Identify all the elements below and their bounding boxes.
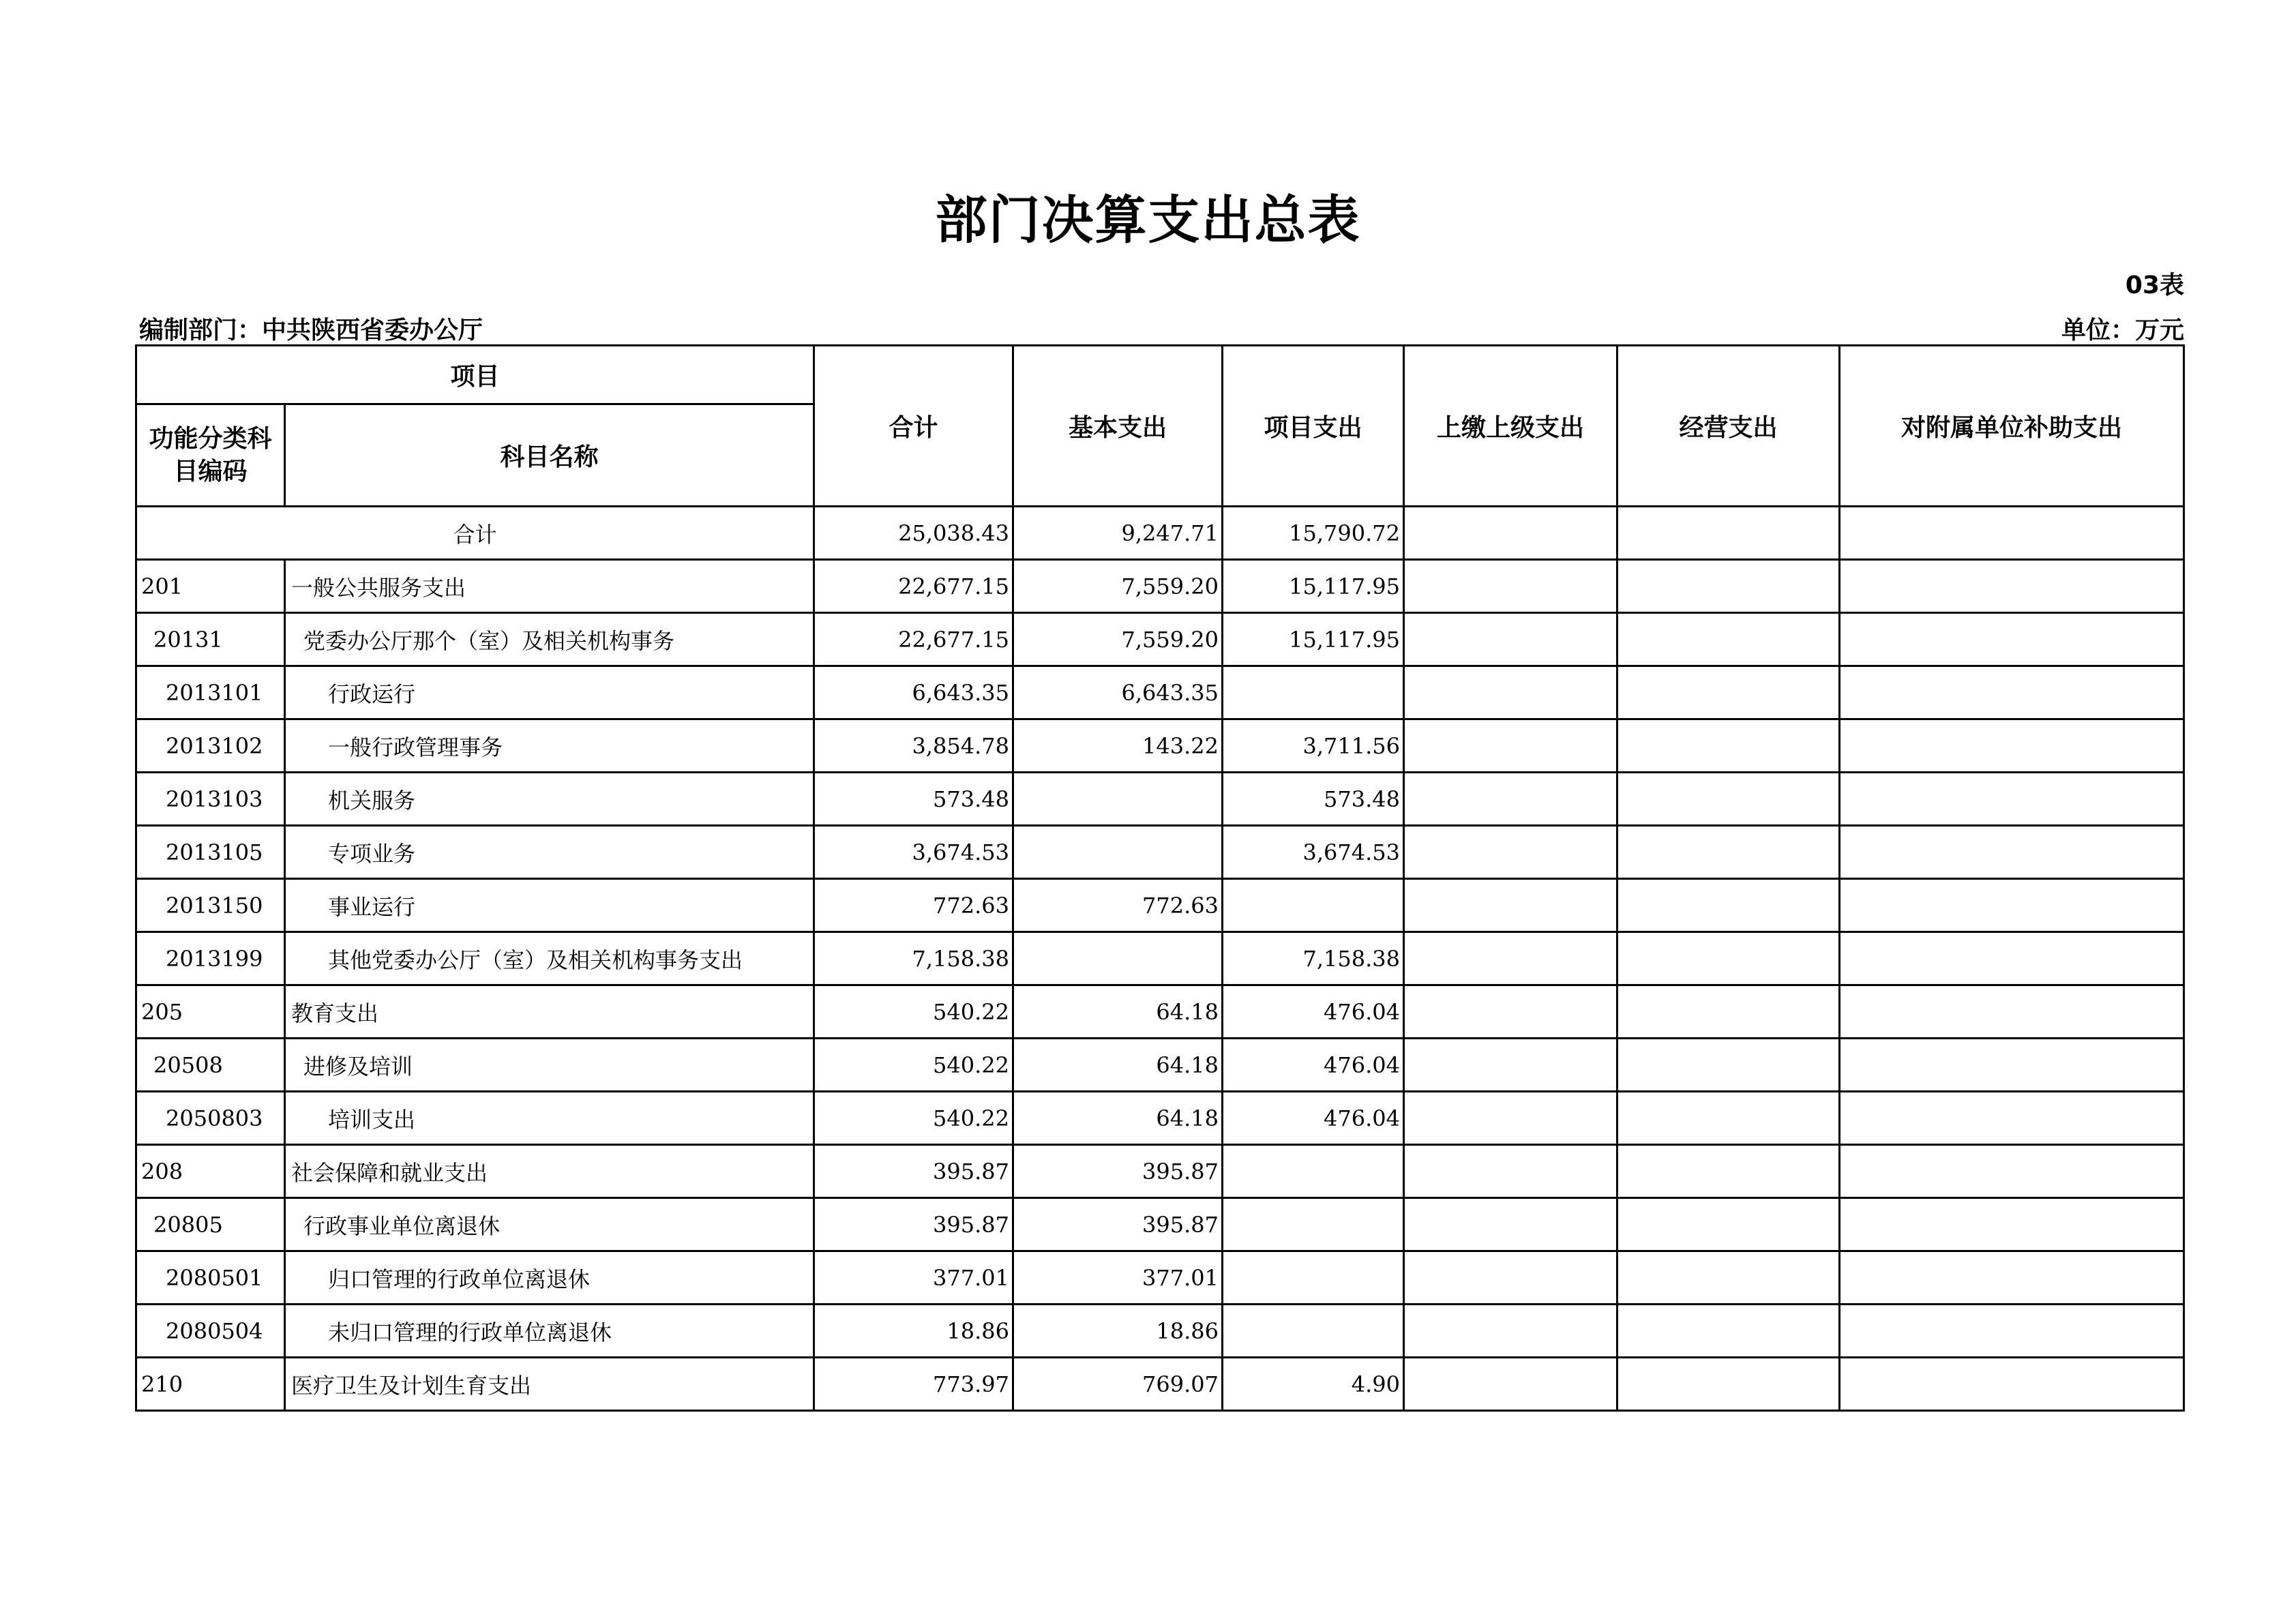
row-total: 772.63 — [814, 879, 1013, 932]
row-basic: 7,559.20 — [1013, 560, 1223, 613]
row-project: 476.04 — [1223, 1092, 1404, 1145]
row-total: 3,854.78 — [814, 719, 1013, 773]
row-name: 行政事业单位离退休 — [285, 1198, 814, 1251]
row-code: 205 — [136, 985, 285, 1039]
row-total: 6,643.35 — [814, 666, 1013, 719]
row-project: 15,117.95 — [1223, 560, 1404, 613]
row-code: 2013105 — [136, 826, 285, 879]
row-upper — [1404, 1305, 1617, 1358]
row-operating — [1617, 1198, 1840, 1251]
row-project: 3,674.53 — [1223, 826, 1404, 879]
row-name: 进修及培训 — [285, 1039, 814, 1092]
row-operating — [1617, 985, 1840, 1039]
row-subsidy — [1840, 932, 2184, 985]
row-operating — [1617, 826, 1840, 879]
row-total: 540.22 — [814, 985, 1013, 1039]
row-total: 22,677.15 — [814, 560, 1013, 613]
table-row — [136, 932, 2184, 985]
row-total: 377.01 — [814, 1251, 1013, 1305]
row-basic: 64.18 — [1013, 1039, 1223, 1092]
row-name: 社会保障和就业支出 — [285, 1145, 814, 1198]
row-subsidy — [1840, 1251, 2184, 1305]
row-total: 18.86 — [814, 1305, 1013, 1358]
row-name: 一般公共服务支出 — [285, 560, 814, 613]
table-row — [136, 879, 2184, 932]
row-subsidy — [1840, 1198, 2184, 1251]
row-project: 4.90 — [1223, 1358, 1404, 1411]
row-upper — [1404, 1145, 1617, 1198]
row-name: 机关服务 — [285, 773, 814, 826]
row-name: 其他党委办公厅（室）及相关机构事务支出 — [285, 932, 814, 985]
total-operating — [1617, 507, 1840, 560]
row-basic — [1013, 773, 1223, 826]
row-project — [1223, 1305, 1404, 1358]
row-basic — [1013, 826, 1223, 879]
row-name: 事业运行 — [285, 879, 814, 932]
row-upper — [1404, 666, 1617, 719]
table-row — [136, 1358, 2184, 1411]
table-row — [136, 613, 2184, 666]
row-basic: 772.63 — [1013, 879, 1223, 932]
row-code: 20508 — [136, 1039, 285, 1092]
table-row — [136, 1092, 2184, 1145]
total-row — [136, 507, 2184, 560]
expenditure-table — [135, 344, 2185, 1412]
row-total: 540.22 — [814, 1092, 1013, 1145]
row-upper — [1404, 1198, 1617, 1251]
page-title: 部门决算支出总表 — [935, 190, 1361, 250]
row-operating — [1617, 560, 1840, 613]
row-name: 培训支出 — [285, 1092, 814, 1145]
row-total: 7,158.38 — [814, 932, 1013, 985]
total-upper — [1404, 507, 1617, 560]
row-basic: 395.87 — [1013, 1145, 1223, 1198]
row-code: 20805 — [136, 1198, 285, 1251]
row-upper — [1404, 719, 1617, 773]
row-total: 3,674.53 — [814, 826, 1013, 879]
row-subsidy — [1840, 1092, 2184, 1145]
row-operating — [1617, 1092, 1840, 1145]
row-operating — [1617, 932, 1840, 985]
row-code: 2013103 — [136, 773, 285, 826]
row-operating — [1617, 1145, 1840, 1198]
row-code: 2013199 — [136, 932, 285, 985]
row-subsidy — [1840, 719, 2184, 773]
row-subsidy — [1840, 1305, 2184, 1358]
row-basic: 18.86 — [1013, 1305, 1223, 1358]
total-subsidy — [1840, 507, 2184, 560]
form-number: 03表 — [2125, 271, 2184, 299]
row-name: 一般行政管理事务 — [285, 719, 814, 773]
row-name: 医疗卫生及计划生育支出 — [285, 1358, 814, 1411]
row-basic — [1013, 932, 1223, 985]
table-row — [136, 666, 2184, 719]
row-subsidy — [1840, 1358, 2184, 1411]
row-project — [1223, 879, 1404, 932]
row-subsidy — [1840, 560, 2184, 613]
row-basic: 395.87 — [1013, 1198, 1223, 1251]
table-header — [136, 346, 2184, 507]
row-operating — [1617, 1039, 1840, 1092]
row-project — [1223, 1145, 1404, 1198]
row-upper — [1404, 1358, 1617, 1411]
row-name: 归口管理的行政单位离退休 — [285, 1251, 814, 1305]
row-upper — [1404, 560, 1617, 613]
header-upper-remittance: 上缴上级支出 — [1404, 346, 1617, 507]
row-upper — [1404, 613, 1617, 666]
row-basic: 377.01 — [1013, 1251, 1223, 1305]
row-basic: 6,643.35 — [1013, 666, 1223, 719]
row-basic: 769.07 — [1013, 1358, 1223, 1411]
row-total: 395.87 — [814, 1145, 1013, 1198]
table-row — [136, 719, 2184, 773]
row-name: 未归口管理的行政单位离退休 — [285, 1305, 814, 1358]
row-operating — [1617, 1358, 1840, 1411]
header-operating: 经营支出 — [1617, 346, 1840, 507]
row-project: 15,117.95 — [1223, 613, 1404, 666]
row-name: 行政运行 — [285, 666, 814, 719]
row-code: 2013102 — [136, 719, 285, 773]
row-code: 2080501 — [136, 1251, 285, 1305]
table-row — [136, 1251, 2184, 1305]
row-upper — [1404, 1092, 1617, 1145]
row-subsidy — [1840, 613, 2184, 666]
header-name: 科目名称 — [285, 404, 814, 507]
row-project — [1223, 1251, 1404, 1305]
row-name: 教育支出 — [285, 985, 814, 1039]
row-subsidy — [1840, 666, 2184, 719]
row-code: 201 — [136, 560, 285, 613]
row-total: 773.97 — [814, 1358, 1013, 1411]
row-total: 22,677.15 — [814, 613, 1013, 666]
row-upper — [1404, 879, 1617, 932]
row-code: 2013150 — [136, 879, 285, 932]
row-name: 专项业务 — [285, 826, 814, 879]
row-operating — [1617, 879, 1840, 932]
header-project-expenditure: 项目支出 — [1223, 346, 1404, 507]
row-project: 3,711.56 — [1223, 719, 1404, 773]
row-operating — [1617, 613, 1840, 666]
row-total: 573.48 — [814, 773, 1013, 826]
row-project: 476.04 — [1223, 985, 1404, 1039]
row-code: 20131 — [136, 613, 285, 666]
row-upper — [1404, 773, 1617, 826]
header-total: 合计 — [814, 346, 1013, 507]
header-code-text: 功能分类科目编码 — [149, 424, 272, 486]
unit-label: 单位：万元 — [2061, 316, 2184, 344]
table-row — [136, 1198, 2184, 1251]
row-subsidy — [1840, 773, 2184, 826]
row-operating — [1617, 1251, 1840, 1305]
row-operating — [1617, 1305, 1840, 1358]
table-body — [136, 507, 2184, 1411]
row-code: 2013101 — [136, 666, 285, 719]
row-basic: 7,559.20 — [1013, 613, 1223, 666]
row-name: 党委办公厅那个（室）及相关机构事务 — [285, 613, 814, 666]
row-project: 7,158.38 — [1223, 932, 1404, 985]
row-upper — [1404, 1039, 1617, 1092]
row-total: 540.22 — [814, 1039, 1013, 1092]
row-basic: 64.18 — [1013, 1092, 1223, 1145]
row-subsidy — [1840, 826, 2184, 879]
row-upper — [1404, 985, 1617, 1039]
table-row — [136, 1305, 2184, 1358]
total-total: 25,038.43 — [814, 507, 1013, 560]
row-subsidy — [1840, 1039, 2184, 1092]
row-project — [1223, 666, 1404, 719]
table-row — [136, 826, 2184, 879]
header-code — [136, 404, 285, 507]
header-subsidy: 对附属单位补助支出 — [1840, 346, 2184, 507]
row-code: 2050803 — [136, 1092, 285, 1145]
row-basic: 64.18 — [1013, 985, 1223, 1039]
row-upper — [1404, 1251, 1617, 1305]
total-label: 合计 — [136, 507, 814, 560]
row-project: 476.04 — [1223, 1039, 1404, 1092]
row-subsidy — [1840, 1145, 2184, 1198]
row-project: 573.48 — [1223, 773, 1404, 826]
row-project — [1223, 1198, 1404, 1251]
table-row — [136, 985, 2184, 1039]
row-upper — [1404, 826, 1617, 879]
row-operating — [1617, 719, 1840, 773]
header-basic: 基本支出 — [1013, 346, 1223, 507]
row-subsidy — [1840, 985, 2184, 1039]
header-project: 项目 — [136, 346, 814, 404]
row-code: 208 — [136, 1145, 285, 1198]
row-total: 395.87 — [814, 1198, 1013, 1251]
total-basic: 9,247.71 — [1013, 507, 1223, 560]
table-row — [136, 560, 2184, 613]
compiling-department: 编制部门：中共陕西省委办公厅 — [139, 316, 483, 344]
row-subsidy — [1840, 879, 2184, 932]
row-code: 210 — [136, 1358, 285, 1411]
table-row — [136, 1039, 2184, 1092]
table-row — [136, 1145, 2184, 1198]
row-code: 2080504 — [136, 1305, 285, 1358]
total-project: 15,790.72 — [1223, 507, 1404, 560]
row-basic: 143.22 — [1013, 719, 1223, 773]
row-upper — [1404, 932, 1617, 985]
table-row — [136, 773, 2184, 826]
row-operating — [1617, 773, 1840, 826]
row-operating — [1617, 666, 1840, 719]
